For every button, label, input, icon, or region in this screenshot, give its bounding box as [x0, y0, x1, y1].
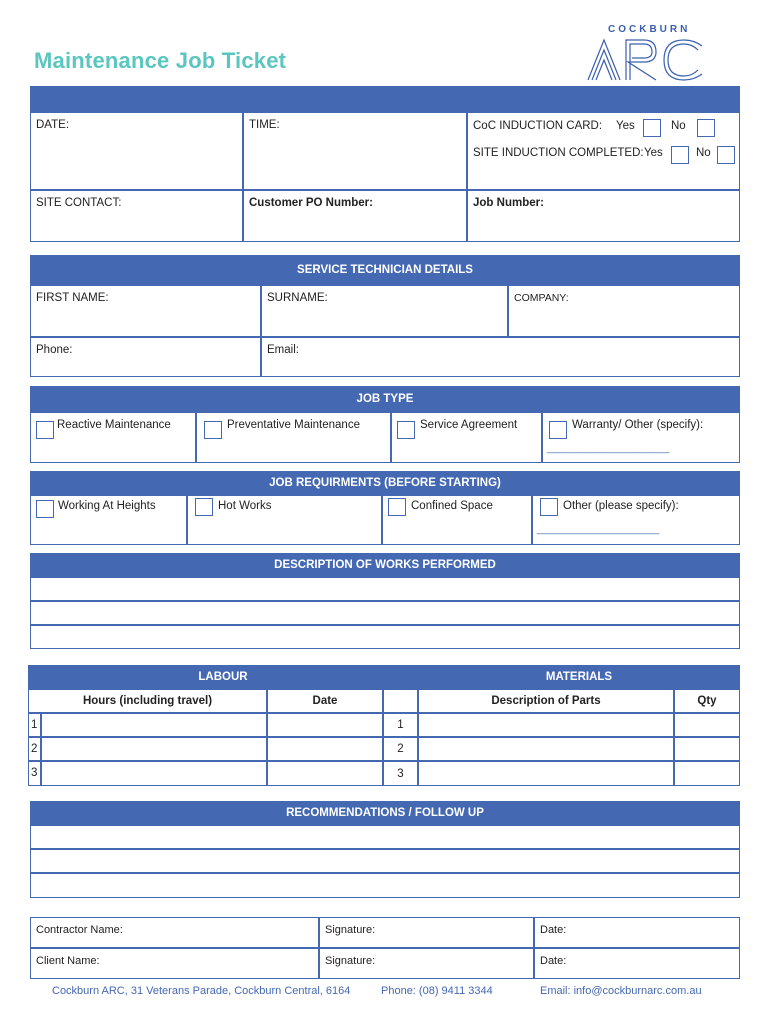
site-induction-yes-label: Yes: [644, 147, 663, 159]
reactive-checkbox[interactable]: [36, 421, 54, 439]
recommendations-header: RECOMMENDATIONS / FOLLOW UP: [30, 801, 740, 825]
date-label: DATE:: [36, 119, 70, 131]
labour-hours-cell[interactable]: [41, 737, 267, 761]
email-label: Email:: [267, 344, 299, 356]
client-date-field[interactable]: [534, 948, 740, 979]
logo-top-text: COCKBURN: [608, 24, 691, 35]
req-hot-works: [187, 495, 382, 545]
recommendations-line-2[interactable]: [30, 849, 740, 873]
induction-section: [467, 112, 740, 190]
service-label: Service Agreement: [420, 419, 518, 431]
req-other-checkbox[interactable]: [540, 498, 558, 516]
company-field[interactable]: [508, 285, 740, 337]
description-line-2[interactable]: [30, 601, 740, 625]
materials-row-num: 2: [383, 737, 418, 761]
col-qty: Qty: [674, 689, 740, 713]
reactive-label: Reactive Maintenance: [57, 419, 171, 431]
contractor-date-field[interactable]: [534, 917, 740, 948]
client-signature-label: Signature:: [325, 955, 376, 967]
first-name-label: FIRST NAME:: [36, 292, 109, 304]
contractor-name-label: Contractor Name:: [36, 924, 123, 936]
hot-works-checkbox[interactable]: [195, 498, 213, 516]
company-label: COMPANY:: [514, 292, 569, 304]
client-signature-field[interactable]: [319, 948, 534, 979]
job-type-warranty: [542, 412, 740, 463]
labour-hours-cell[interactable]: [41, 713, 267, 737]
job-number-label: Job Number:: [473, 197, 544, 209]
warranty-label: Warranty/ Other (specify):: [572, 419, 704, 431]
materials-row-num: 1: [383, 713, 418, 737]
labour-row-num: 2: [28, 737, 41, 761]
time-field[interactable]: [243, 112, 467, 190]
preventative-checkbox[interactable]: [204, 421, 222, 439]
labour-hours-cell[interactable]: [41, 761, 267, 786]
labour-date-cell[interactable]: [267, 737, 383, 761]
page-title: Maintenance Job Ticket: [34, 48, 287, 73]
materials-desc-cell[interactable]: [418, 713, 674, 737]
client-name-label: Client Name:: [36, 955, 100, 967]
warranty-checkbox[interactable]: [549, 421, 567, 439]
description-line-3[interactable]: [30, 625, 740, 649]
preventative-label: Preventative Maintenance: [227, 419, 360, 431]
req-confined-space: [382, 495, 532, 545]
site-contact-field[interactable]: [30, 190, 243, 242]
materials-qty-cell[interactable]: [674, 713, 740, 737]
materials-desc-cell[interactable]: [418, 761, 674, 786]
site-induction-no-label: No: [696, 147, 711, 159]
labour-date-cell[interactable]: [267, 713, 383, 737]
phone-field[interactable]: [30, 337, 261, 377]
confined-space-label: Confined Space: [411, 500, 493, 512]
site-induction-no-checkbox[interactable]: [717, 146, 735, 164]
job-type-reactive: [30, 412, 196, 463]
logo-arc-mark: [586, 36, 706, 82]
materials-qty-cell[interactable]: [674, 737, 740, 761]
description-header: DESCRIPTION OF WORKS PERFORMED: [30, 553, 740, 577]
labour-date-cell[interactable]: [267, 761, 383, 786]
surname-field[interactable]: [261, 285, 508, 337]
technician-header: SERVICE TECHNICIAN DETAILS: [30, 255, 740, 285]
job-type-service: [391, 412, 542, 463]
client-name-field[interactable]: [30, 948, 319, 979]
materials-qty-cell[interactable]: [674, 761, 740, 786]
recommendations-line-1[interactable]: [30, 825, 740, 849]
email-field[interactable]: [261, 337, 740, 377]
working-heights-checkbox[interactable]: [36, 500, 54, 518]
top-header-bar: [30, 86, 740, 112]
col-date: Date: [267, 689, 383, 713]
col-hours: Hours (including travel): [28, 689, 267, 713]
labour-row-num: 1: [28, 713, 41, 737]
site-induction-label: SITE INDUCTION COMPLETED:: [473, 147, 644, 159]
recommendations-line-3[interactable]: [30, 873, 740, 898]
customer-po-label: Customer PO Number:: [249, 197, 373, 209]
coc-no-checkbox[interactable]: [697, 119, 715, 137]
labour-header: LABOUR: [28, 665, 418, 689]
phone-label: Phone:: [36, 344, 73, 356]
contractor-name-field[interactable]: [30, 917, 319, 948]
first-name-field[interactable]: [30, 285, 261, 337]
footer-phone: Phone: (08) 9411 3344: [381, 985, 493, 997]
contractor-signature-field[interactable]: [319, 917, 534, 948]
working-heights-label: Working At Heights: [58, 500, 156, 512]
coc-yes-label: Yes: [616, 120, 635, 132]
description-line-1[interactable]: [30, 577, 740, 601]
materials-header: MATERIALS: [418, 665, 740, 689]
materials-desc-cell[interactable]: [418, 737, 674, 761]
req-other: [532, 495, 740, 545]
coc-yes-checkbox[interactable]: [643, 119, 661, 137]
materials-row-num: 3: [383, 761, 418, 786]
coc-label: CoC INDUCTION CARD:: [473, 120, 603, 132]
job-type-header: JOB TYPE: [30, 386, 740, 412]
confined-space-checkbox[interactable]: [388, 498, 406, 516]
surname-label: SURNAME:: [267, 292, 328, 304]
date-field[interactable]: [30, 112, 243, 190]
req-other-specify-line[interactable]: ______________________: [537, 524, 660, 535]
footer-address: Cockburn ARC, 31 Veterans Parade, Cockburn Central, 6164: [52, 985, 351, 997]
client-date-label: Date:: [540, 955, 567, 967]
contractor-date-label: Date:: [540, 924, 567, 936]
job-number-field[interactable]: [467, 190, 740, 242]
footer-email[interactable]: Email: info@cockburnarc.com.au: [540, 985, 702, 997]
coc-no-label: No: [671, 120, 686, 132]
req-other-label: Other (please specify):: [563, 500, 679, 512]
labour-row-num: 3: [28, 761, 41, 786]
job-requirements-header: JOB REQUIRMENTS (BEFORE STARTING): [30, 471, 740, 495]
customer-po-field[interactable]: [243, 190, 467, 242]
warranty-specify-line[interactable]: ______________________: [547, 443, 670, 454]
contractor-signature-label: Signature:: [325, 924, 376, 936]
site-induction-yes-checkbox[interactable]: [671, 146, 689, 164]
cockburn-arc-logo: [586, 24, 706, 82]
time-label: TIME:: [249, 119, 280, 131]
site-contact-label: SITE CONTACT:: [36, 197, 122, 209]
service-checkbox[interactable]: [397, 421, 415, 439]
hot-works-label: Hot Works: [218, 500, 272, 512]
col-materials-num: [383, 689, 418, 713]
req-working-heights: [30, 495, 187, 545]
job-type-preventative: [196, 412, 391, 463]
col-description-parts: Description of Parts: [418, 689, 674, 713]
